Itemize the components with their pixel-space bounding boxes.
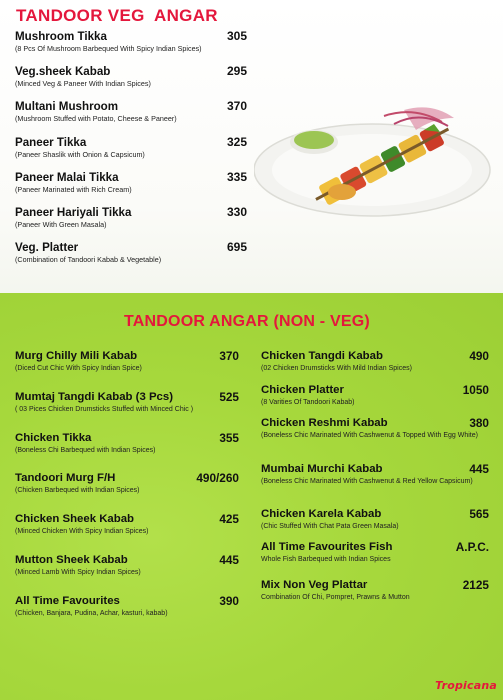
item-price: 330 xyxy=(226,204,247,219)
nonveg-right-column xyxy=(261,350,489,613)
menu-item xyxy=(15,65,247,100)
item-name: Chicken Karela Kabab xyxy=(261,508,382,520)
item-name: Mumbai Murchi Kabab xyxy=(261,463,383,475)
item-name: Multani Mushroom xyxy=(15,100,119,114)
item-name: Chicken Tangdi Kabab xyxy=(261,350,383,362)
item-description: Combination Of Chi, Pompret, Prawns & Mutton xyxy=(261,594,410,601)
item-price: 355 xyxy=(219,430,239,445)
item-name: Mumtaj Tangdi Kabab (3 Pcs) xyxy=(15,390,174,403)
veg-section-title: TANDOOR VEG ANGAR xyxy=(16,6,218,25)
menu-item xyxy=(15,241,247,276)
item-description: (Chic Stuffed With Chat Pata Green Masala) xyxy=(261,523,399,530)
item-price: 325 xyxy=(226,134,247,149)
menu-item xyxy=(261,350,489,384)
item-price: 390 xyxy=(219,593,239,608)
menu-item xyxy=(15,513,239,554)
menu-item xyxy=(261,384,489,417)
menu-item xyxy=(15,472,239,513)
item-name: Veg.sheek Kabab xyxy=(15,65,111,79)
item-price: 445 xyxy=(469,462,489,476)
menu-item xyxy=(15,432,239,473)
brand-logo: Tropicana xyxy=(435,679,497,692)
menu-item xyxy=(261,508,489,541)
item-name: Chicken Tikka xyxy=(15,431,92,444)
menu-item xyxy=(261,417,489,463)
item-description: (02 Chicken Drumsticks With Mild Indian Spices) xyxy=(261,365,412,372)
item-price: 370 xyxy=(219,349,239,363)
item-description: (Minced Lamb With Spicy Indian Spices) xyxy=(15,568,141,576)
item-price: 565 xyxy=(469,507,489,521)
item-description: (Chicken, Banjara, Pudina, Achar, kasturi, kabab) xyxy=(15,609,168,617)
item-name: Chicken Platter xyxy=(261,384,344,396)
item-description: (Mushroom Stuffed with Potato, Cheese & Paneer) xyxy=(15,114,177,124)
item-description: (Combination of Tandoori Kabab & Vegetable) xyxy=(15,255,162,265)
item-price: 370 xyxy=(226,99,247,114)
item-price: A.P.C. xyxy=(455,540,489,554)
menu-item xyxy=(261,541,489,579)
item-price: 425 xyxy=(219,512,239,527)
item-price: 305 xyxy=(226,29,247,43)
item-description: (8 Varities Of Tandoori Kabab) xyxy=(261,399,355,406)
item-description: (Paneer Shaslik with Onion & Capsicum) xyxy=(15,149,145,159)
item-price: 490/260 xyxy=(196,471,239,486)
item-price: 525 xyxy=(219,389,239,404)
menu-item xyxy=(15,100,247,135)
menu-item xyxy=(15,554,239,595)
item-price: 445 xyxy=(219,552,239,567)
item-price: 335 xyxy=(226,169,247,184)
menu-item xyxy=(261,579,489,613)
item-name: Mutton Sheek Kabab xyxy=(15,553,128,566)
menu-item xyxy=(15,136,247,171)
menu-item xyxy=(15,30,247,65)
item-description: (Boneless Chi Barbequed with Indian Spices) xyxy=(15,446,156,454)
item-price: 1050 xyxy=(462,383,489,397)
item-name: All Time Favourites Fish xyxy=(261,541,393,553)
menu-item xyxy=(15,391,239,432)
item-name: Chicken Sheek Kabab xyxy=(15,513,135,526)
menu-item xyxy=(15,595,239,636)
item-name: Murg Chilly Mili Kabab xyxy=(15,350,138,362)
nonveg-left-column xyxy=(15,350,239,636)
item-description: (Chicken Barbequed with Indian Spices) xyxy=(15,487,140,495)
item-name: All Time Favourites xyxy=(15,594,120,607)
menu-item xyxy=(15,206,247,241)
item-description: (Minced Chicken With Spicy Indian Spices) xyxy=(15,528,149,536)
item-price: 490 xyxy=(469,349,489,363)
item-name: Mix Non Veg Plattar xyxy=(261,579,368,591)
item-name: Mushroom Tikka xyxy=(15,30,107,43)
menu-item xyxy=(15,171,247,206)
item-description: (8 Pcs Of Mushroom Barbequed With Spicy Indian Spices) xyxy=(15,44,202,53)
item-name: Paneer Tikka xyxy=(15,135,87,149)
item-price: 2125 xyxy=(462,578,489,592)
item-name: Chicken Reshmi Kabab xyxy=(261,417,388,429)
item-description: ( 03 Pices Chicken Drumsticks Stuffed with Minced Chic ) xyxy=(15,405,194,413)
item-name: Paneer Hariyali Tikka xyxy=(15,205,132,219)
food-plate-image xyxy=(254,100,494,228)
item-price: 695 xyxy=(226,240,247,255)
item-description: (Paneer With Green Masala) xyxy=(15,219,107,229)
menu-item xyxy=(261,463,489,508)
veg-item-list xyxy=(15,30,247,276)
tandoor-nonveg-section xyxy=(0,293,503,700)
item-price: 380 xyxy=(469,416,489,430)
item-name: Tandoori Murg F/H xyxy=(15,472,116,485)
item-price: 295 xyxy=(226,64,247,79)
item-name: Veg. Platter xyxy=(15,241,79,255)
item-description: (Boneless Chic Marinated With Cashwenut & Red Yellow Capsicum) xyxy=(261,478,473,485)
item-name: Paneer Malai Tikka xyxy=(15,170,119,184)
nonveg-section-title: TANDOOR ANGAR (NON - VEG) xyxy=(124,313,370,330)
item-description: (Paneer Marinated with Rich Cream) xyxy=(15,184,132,194)
tandoor-veg-section xyxy=(0,0,503,293)
item-description: Whole Fish Barbequed with Indian Spices xyxy=(261,556,391,563)
menu-item xyxy=(15,350,239,391)
item-description: (Boneless Chic Marinated With Cashwenut & Topped With Egg White) xyxy=(261,432,478,439)
item-description: (Diced Cut Chic With Spicy Indian Spice) xyxy=(15,365,142,372)
item-description: (Minced Veg & Paneer With Indian Spices) xyxy=(15,79,151,89)
